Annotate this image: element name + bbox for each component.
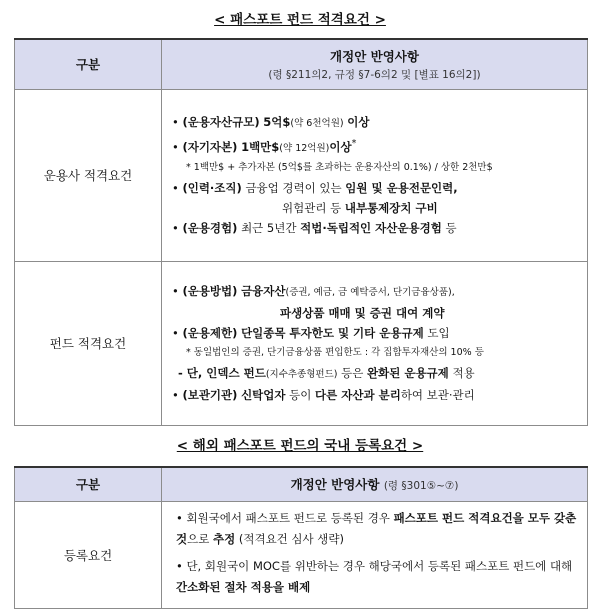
bullet-staff: • (인력·조직) 금융업 경력이 있는 임원 및 운용전문인력, <box>172 181 458 196</box>
registration-requirements <box>162 501 588 608</box>
section1-title: < 패스포트 펀드 적격요건 > <box>214 12 386 28</box>
header2-amendment-sub: (령 §301⑤~⑦) <box>383 480 459 493</box>
para-exception: • 단, 회원국이 MOC를 위반하는 경우 해당국에서 등록된 패스포트 펀드에 대해 간소화된 절차 적용을 배제 <box>176 558 573 594</box>
foreign-fund-registration-table <box>14 466 588 609</box>
bullet-equity: • (자기자본) 1백만$(약 12억원)이상* <box>172 137 357 154</box>
row-label-fund: 펀드 적격요건 <box>15 261 162 425</box>
row-label-manager: 운용사 적격요건 <box>15 89 162 261</box>
fund-requirements <box>162 261 588 425</box>
bullet-experience: • (운용경험) 최근 5년간 적법·독립적인 자산운용경험 등 <box>172 221 457 236</box>
bullet-aum: • (운용자산규모) 5억$(약 6천억원) 이상 <box>172 114 370 129</box>
para-presumption: • 회원국에서 패스포트 펀드로 등록된 경우 패스포트 펀드 적격요건을 모두 갖춘 것으로 추정 (적격요건 심사 생략) <box>176 510 577 546</box>
note-equity: * 1백만$ + 추가자본 (5억$를 초과하는 운용자산의 0.1%) / 상한 2천만$ <box>186 162 493 174</box>
row-label-registration: 등록요건 <box>15 501 162 608</box>
header2-amendment-main: 개정안 반영사항 <box>290 477 380 493</box>
bullet-method: • (운용방법) 금융자산(증권, 예금, 금 예탁증서, 단기금융상품), <box>172 284 455 298</box>
bullet-custody: • (보관기관) 신탁업자 등이 다른 자산과 분리하여 보관·관리 <box>172 388 475 402</box>
note-limits: * 동일법인의 증권, 단기금융상품 편입한도 : 각 집합투자재산의 10% 등 <box>186 347 484 358</box>
header2-amendment <box>162 467 588 501</box>
header-amendment-main: 개정안 반영사항 <box>330 48 419 64</box>
dash-index-fund: - 단, 인덱스 펀드(지수추종형펀드) 등은 완화된 운용규제 적용 <box>178 366 475 380</box>
header-amendment-sub: (령 §211의2, 규정 §7-6의2 및 [별표 16의2]) <box>268 68 481 81</box>
bullet-staff-cont: 위험관리 등 내부통제장치 구비 <box>282 201 438 216</box>
bullet-method-cont: 파생상품 매매 및 증권 대여 계약 <box>280 306 445 320</box>
header-category: 구분 <box>15 39 162 89</box>
bullet-limits: • (운용제한) 단일종목 투자한도 및 기타 운용규제 도입 <box>172 326 450 340</box>
manager-requirements <box>162 89 588 261</box>
passport-fund-eligibility-table <box>14 38 588 426</box>
header-amendment <box>162 39 588 89</box>
section2-title: < 해외 패스포트 펀드의 국내 등록요건 > <box>176 438 424 454</box>
header2-category: 구분 <box>15 467 162 501</box>
